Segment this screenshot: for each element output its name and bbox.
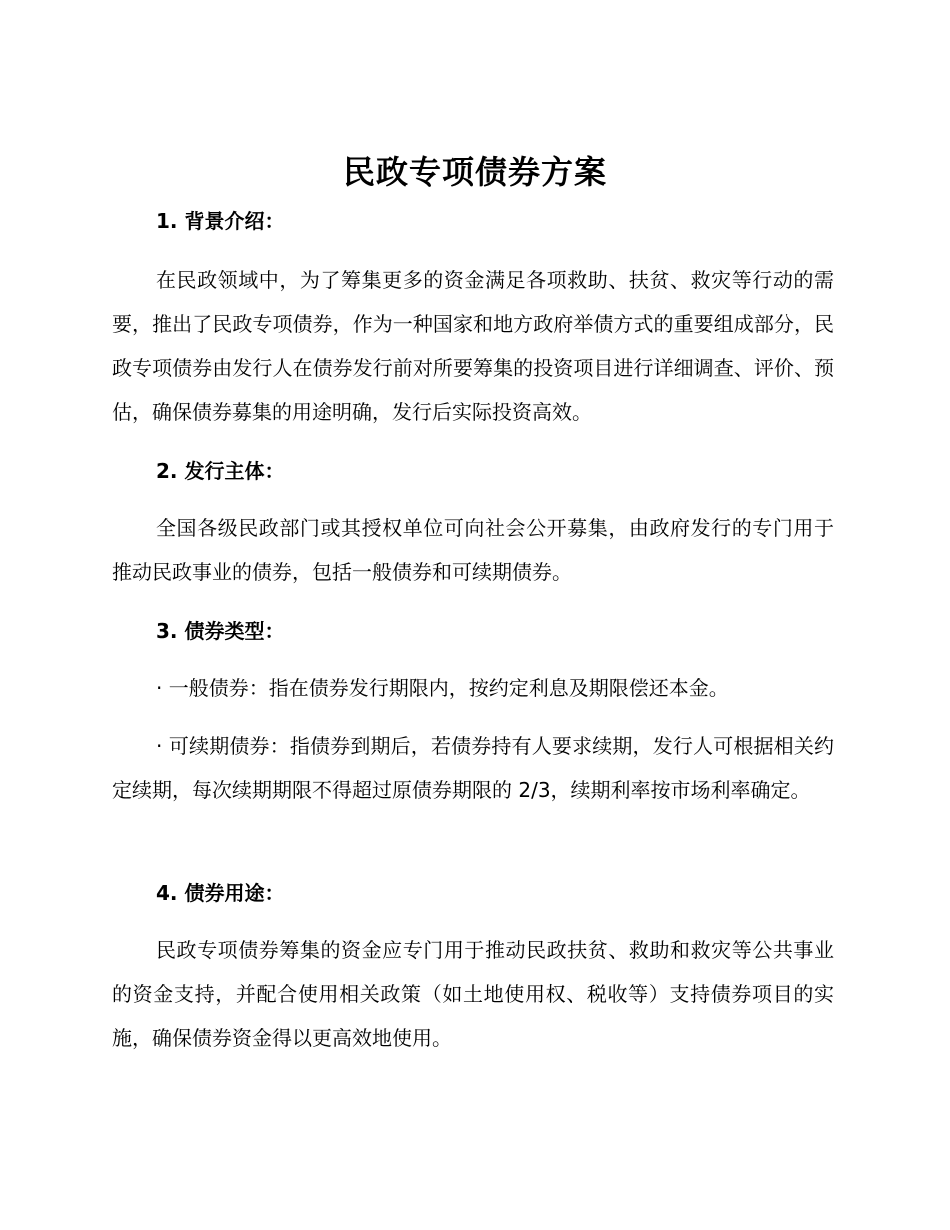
paragraph-issuer: 全国各级民政部门或其授权单位可向社会公开募集，由政府发行的专门用于推动民政事业的债券，包括一般债券和可续期债券。	[112, 516, 834, 584]
bullet-renewable-bond: · 可续期债券：指债券到期后，若债券持有人要求续期，发行人可根据相关约定续期，每次续期期限不得超过原债券期限的 2/3，续期利率按市场利率确定。	[112, 734, 834, 802]
paragraph-background: 在民政领域中，为了筹集更多的资金满足各项救助、扶贫、救灾等行动的需要，推出了民政专项债券，作为一种国家和地方政府举债方式的重要组成部分，民政专项债券由发行人在债券发行前对所要筹集的投资项目进行详细调查、评价、预估，确保债券募集的用途明确，发行后实际投资高效。	[112, 268, 834, 424]
section-heading-background: 1. 背景介绍：	[156, 209, 285, 233]
paragraph-bond-use: 民政专项债券筹集的资金应专门用于推动民政扶贫、救助和救灾等公共事业的资金支持，并配合使用相关政策（如土地使用权、税收等）支持债券项目的实施，确保债券资金得以更高效地使用。	[112, 938, 834, 1050]
page-title: 民政专项债券方案	[342, 153, 607, 191]
section-heading-issuer: 2. 发行主体：	[156, 459, 285, 483]
section-heading-bond-types: 3. 债券类型：	[156, 619, 285, 643]
section-heading-bond-use: 4. 债券用途：	[156, 881, 285, 905]
bullet-general-bond: · 一般债券：指在债券发行期限内，按约定利息及期限偿还本金。	[156, 676, 729, 700]
